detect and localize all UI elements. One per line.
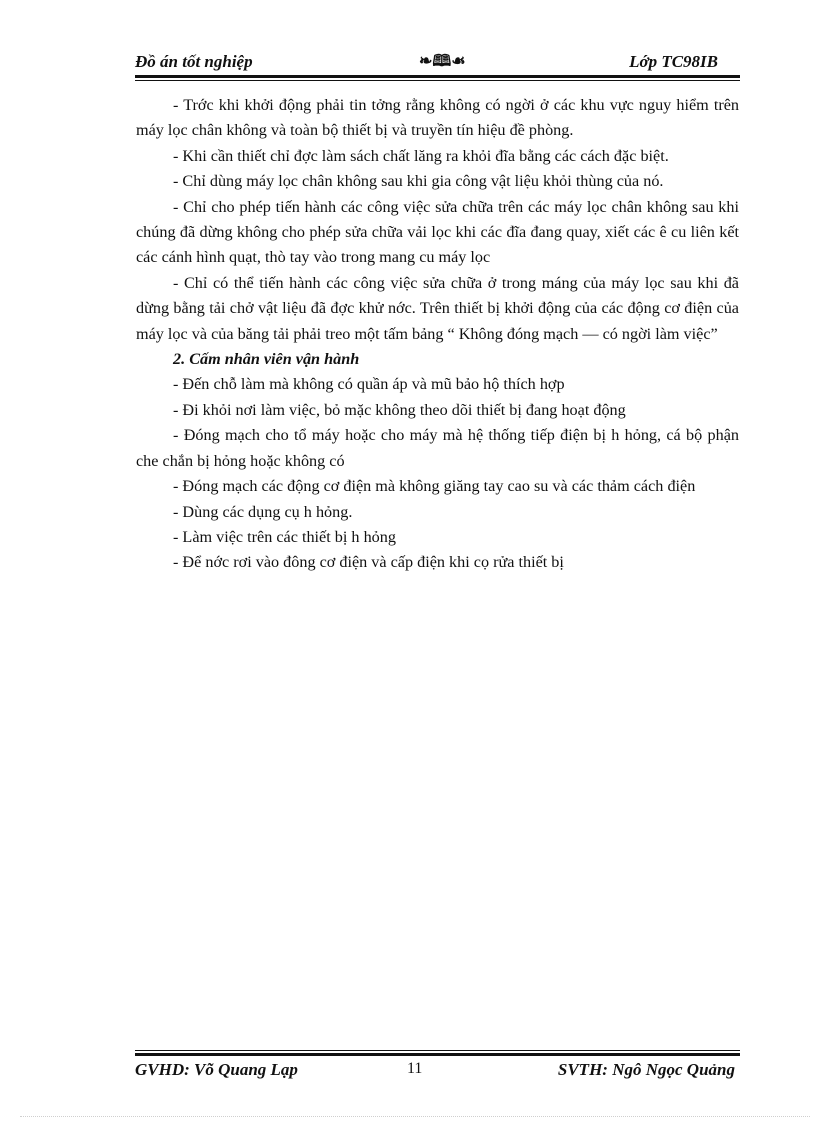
footer-supervisor: GVHD: Võ Quang Lạp [135,1060,298,1079]
section-heading: 2. Cấm nhân viên vận hành [173,350,360,369]
paragraph: - Chỉ dùng máy lọc chân không sau khi gia công vật liệu khỏi thùng của nó. [173,172,664,191]
list-item: - Đến chỗ làm mà không có quần áp và mũ bảo hộ thích hợp [173,375,565,394]
header-class-name: Lớp TC98IB [629,52,718,71]
footer-rule-thin [135,1050,740,1051]
page-header [135,48,740,76]
list-item: - Để nớc rơi vào đông cơ điện và cấp điện khi cọ rửa thiết bị [173,553,564,572]
page-footer [135,1058,740,1084]
footer-student: SVTH: Ngô Ngọc Quảng [557,1060,735,1079]
list-item: - Làm việc trên các thiết bị h hỏng [173,527,396,546]
page-body [136,93,739,576]
header-rule-thin [135,80,740,81]
paragraph: - Chỉ cho phép tiến hành các công việc sửa chữa trên các máy lọc chân không sau khi chúng đã dừng không cho phép sửa chữa vải lọc khi các đĩa đang quay, xiết các ê cu liên kết các cánh hình quạt, thò tay vào trong mang cu máy lọc [136,197,739,267]
list-item: - Dùng các dụng cụ h hỏng. [173,502,353,521]
header-rule-thick [135,75,740,78]
page-bottom-dotted-line [20,1116,810,1117]
paragraph: - Khi cần thiết chỉ đợc làm sách chất lăng ra khỏi đĩa bằng các cách đặc biệt. [173,146,669,165]
footer-rule-thick [135,1053,740,1056]
header-thesis-title: Đồ án tốt nghiệp [135,52,253,71]
list-item: - Đóng mạch cho tổ máy hoặc cho máy mà hệ thống tiếp điện bị h hỏng, cá bộ phận che chắn bị hỏng hoặc không có [136,426,739,470]
paragraph: - Chỉ có thể tiến hành các công việc sửa chữa ở trong máng của máy lọc sau khi đã dừng bằng tải chở vật liệu đã đợc khử nớc. Trên thiết bị khởi động của các động cơ điện của máy lọc và của băng tải phải treo một tấm bảng “ Không đóng mạch — có ngời làm việc” [136,273,739,343]
list-item: - Đi khỏi nơi làm việc, bỏ mặc không theo dõi thiết bị đang hoạt động [173,400,626,419]
header-ornament-icon: ❧🕮☙ [419,53,466,70]
paragraph: - Trớc khi khởi động phải tin tởng rằng không có ngời ở các khu vực nguy hiểm trên máy lọc chân không và toàn bộ thiết bị và truyền tín hiệu đề phòng. [136,96,739,140]
list-item: - Đóng mạch các động cơ điện mà không giăng tay cao su và các thảm cách điện [173,477,696,496]
page-number: 11 [407,1060,423,1077]
